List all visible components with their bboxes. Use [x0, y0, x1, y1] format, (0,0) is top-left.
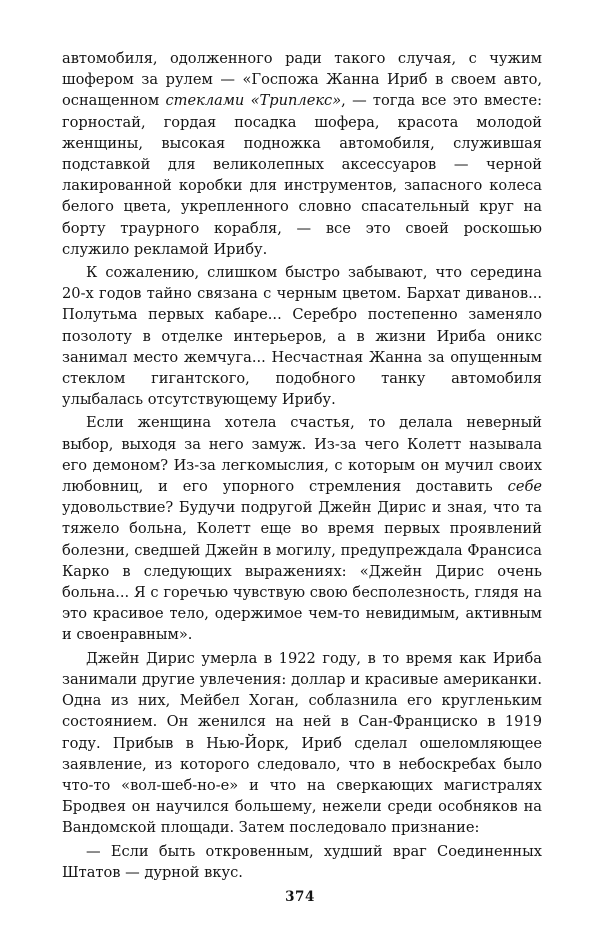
- paragraph-4-text: Джейн Дирис умерла в 1922 году, в то время как Ириба занимали другие увлечения: доллар и красивые американки. Одна из них, Мейбел Хоган, соблазнила его кругленьким состоянием. Он женился на ней в Сан-Франциско в 1919 году. Прибыв в Нью-Йорк, Ириб сделал ошеломляющее заявление, из которого следовало, что в небоскребах было что-то «вол-шеб-но-е» и что на сверкающих магистралях Бродвея он научился большему, нежели среди особняков на Вандомской площади. Затем последовало признание:: [62, 649, 542, 837]
- paragraph-1-text-a: автомобиля, одолженного ради такого случая, с чужим шофером за рулем — «Госпожа Жанна Ириб в своем авто, оснащенном: [62, 50, 542, 110]
- paragraph-1: [62, 48, 542, 260]
- paragraph-5-text: — Если быть откровенным, худший враг Соединенных Штатов — дурной вкус.: [62, 842, 542, 881]
- book-page-text: [62, 48, 542, 888]
- paragraph-1-italic-triplex: стеклами «Триплекс»: [165, 92, 342, 110]
- paragraph-3-italic-sebe: себе: [507, 478, 542, 496]
- paragraph-2-text: К сожалению, слишком быстро забывают, что середина 20-х годов тайно связана с черным цветом. Бархат диванов... Полутьма первых кабаре... Серебро постепенно заменяло позолоту в отделке интерьеров, а в жизни Ириба оникс занимал место жемчуга... Несчастная Жанна за опущенным стеклом гигантского, подобного танку автомобиля улыбалась отсутствующему Ирибу.: [62, 264, 542, 409]
- paragraph-2: [62, 262, 542, 410]
- paragraph-3: [62, 412, 542, 645]
- paragraph-4: [62, 648, 542, 839]
- paragraph-3-text-a: Если женщина хотела счастья, то делала неверный выбор, выходя за него замуж. Из-за чего Колетт называла его демоном? Из-за легкомыслия, с которым он мучил своих любовниц, и его упорного стремления доставить: [62, 414, 542, 496]
- paragraph-3-text-b: удовольствие? Будучи подругой Джейн Дирис и зная, что та тяжело больна, Колетт еще во время первых проявлений болезни, сведшей Джейн в могилу, предупреждала Франсиса Карко в следующих выражениях: «Джейн Дирис очень больна... Я с горечью чувствую свою бесполезность, глядя на это красивое тело, одержимое чем-то невидимым, активным и своенравным».: [62, 499, 542, 644]
- paragraph-1-text-b: , — тогда все это вместе: горностай, гордая посадка шофера, красота молодой женщины, высокая подножка автомобиля, служившая подставкой для великолепных аксессуаров — черной лакированной коробки для инструментов, запасного колеса белого цвета, укрепленного словно спасательный круг на борту траурного корабля, — все это своей роскошью служило рекламой Ирибу.: [62, 92, 542, 258]
- paragraph-5-quote: [62, 841, 542, 883]
- page-number: 374: [285, 889, 315, 905]
